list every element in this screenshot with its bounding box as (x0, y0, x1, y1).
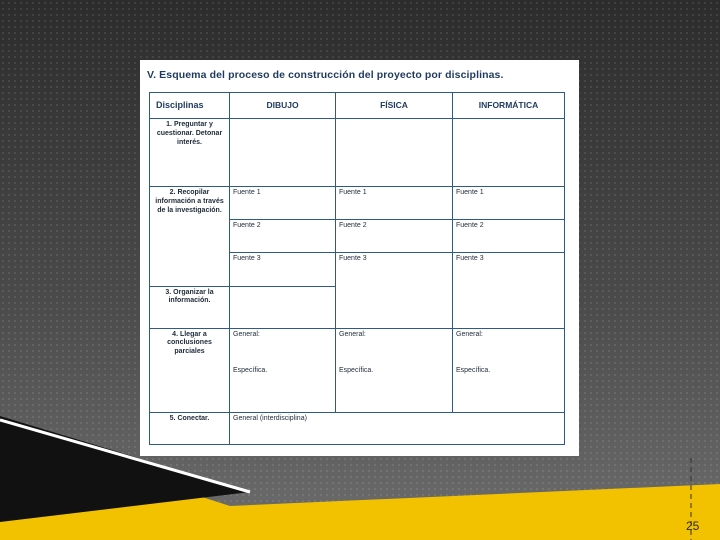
general-label: General: (233, 330, 260, 338)
header-disciplinas: Disciplinas (150, 93, 230, 119)
especifica-label: Específica. (339, 367, 374, 375)
cell-empty (230, 119, 336, 187)
cell-fuente-2: Fuente 2 (336, 220, 453, 253)
header-informatica: INFORMÁTICA (453, 93, 565, 119)
cell-fuente-3: Fuente 3 (453, 253, 565, 328)
row-fuente-1 (150, 187, 565, 220)
cell-conclusion-fisica (336, 328, 453, 412)
header-fisica: FÍSICA (336, 93, 453, 119)
document-image (140, 60, 579, 456)
header-dibujo: DIBUJO (230, 93, 336, 119)
cell-fuente-3: Fuente 3 (336, 253, 453, 328)
general-label: General: (339, 330, 366, 338)
cell-empty (453, 119, 565, 187)
cell-conclusion-dibujo (230, 328, 336, 412)
cell-empty (336, 119, 453, 187)
step-organizar: 3. Organizar la información. (150, 286, 230, 328)
row-conclusiones (150, 328, 565, 412)
row-preguntar (150, 119, 565, 187)
row-conectar (150, 412, 565, 444)
cell-empty (230, 286, 336, 328)
discipline-table (149, 92, 565, 445)
especifica-label: Específica. (233, 367, 268, 375)
cell-conclusion-informatica (453, 328, 565, 412)
header-row (150, 93, 565, 119)
cell-fuente-3: Fuente 3 (230, 253, 336, 286)
cell-fuente-1: Fuente 1 (336, 187, 453, 220)
general-label: General: (456, 330, 483, 338)
document-title: V. Esquema del proceso de construcción del proyecto por disciplinas. (147, 69, 504, 81)
step-recopilar: 2. Recopilar información a través de la investigación. (150, 187, 230, 286)
cell-fuente-1: Fuente 1 (230, 187, 336, 220)
slide-number: 25 (686, 519, 700, 533)
cell-conectar: General (interdisciplina) (230, 412, 565, 444)
step-conectar: 5. Conectar. (150, 412, 230, 444)
step-conclusiones: 4. Llegar a conclusiones parciales (150, 328, 230, 412)
cell-fuente-1: Fuente 1 (453, 187, 565, 220)
especifica-label: Específica. (456, 367, 491, 375)
step-preguntar: 1. Preguntar y cuestionar. Detonar interés. (150, 119, 230, 187)
cell-fuente-2: Fuente 2 (453, 220, 565, 253)
cell-fuente-2: Fuente 2 (230, 220, 336, 253)
